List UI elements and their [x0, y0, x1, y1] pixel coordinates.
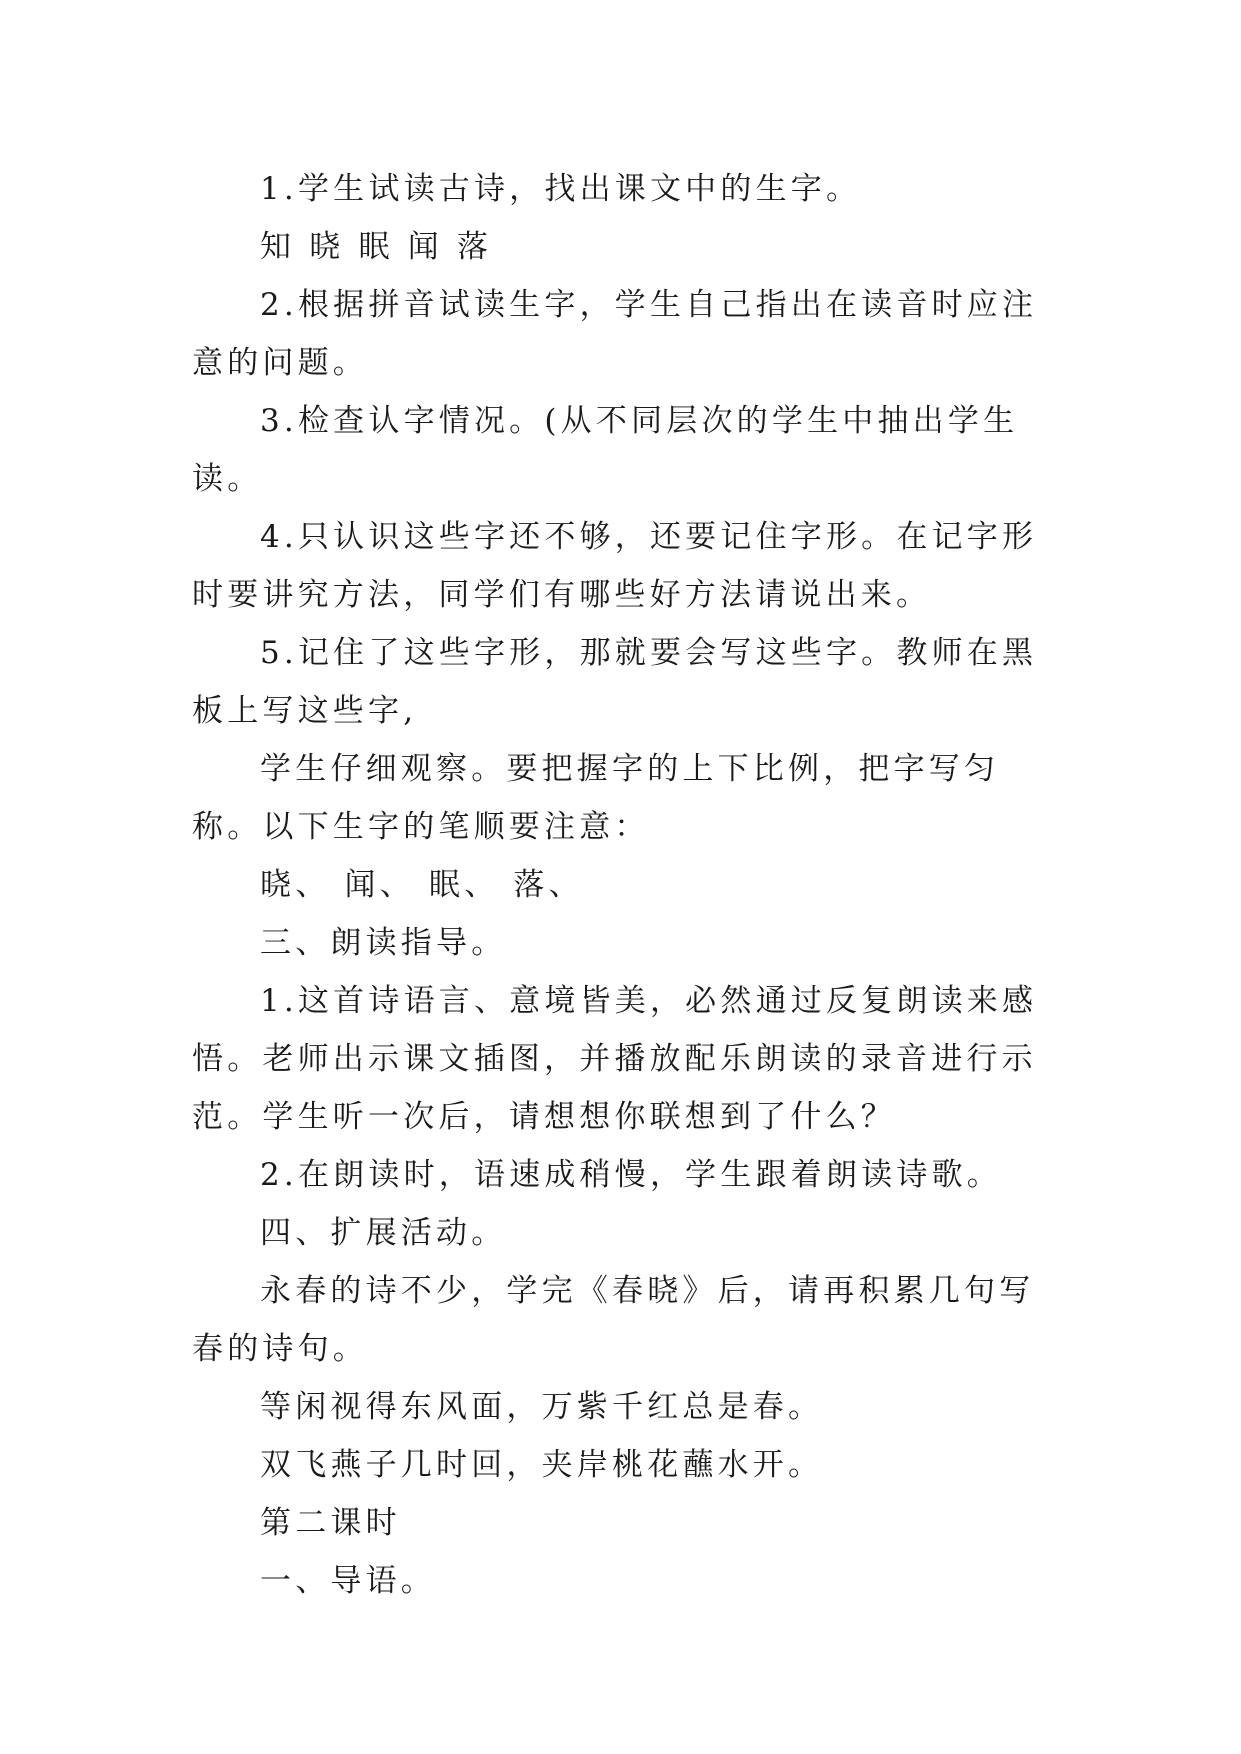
- paragraph: 晓、 闻、 眠、 落、: [260, 867, 584, 903]
- paragraph: 4.只认识这些字还不够，还要记住字形。在记字形时要讲究方法，同学们有哪些好方法请说出来。: [192, 519, 1038, 613]
- paragraph: 2.在朗读时，语速成稍慢，学生跟着朗读诗歌。: [260, 1157, 1002, 1193]
- paragraph: 1.这首诗语言、意境皆美，必然通过反复朗读来感悟。老师出示课文插图，并播放配乐朗读的录音进行示范。学生听一次后，请想想你联想到了什么？: [192, 983, 1038, 1135]
- section-heading: 三、朗读指导。: [260, 925, 507, 961]
- section-heading: 四、扩展活动。: [260, 1215, 507, 1251]
- paragraph: 2.根据拼音试读生字，学生自己指出在读音时应注意的问题。: [192, 287, 1038, 381]
- paragraph: 知 晓 眠 闻 落: [260, 229, 493, 265]
- paragraph: 3.检查认字情况。(从不同层次的学生中抽出学生读。: [192, 403, 1019, 497]
- poem-line: 等闲视得东风面，万紫千红总是春。: [260, 1389, 824, 1425]
- document-body: [192, 160, 1060, 1610]
- paragraph: 永春的诗不少，学完《春晓》后，请再积累几句写春的诗句。: [192, 1273, 1035, 1367]
- paragraph: 5.记住了这些字形，那就要会写这些字。教师在黑板上写这些字,: [192, 635, 1038, 729]
- poem-line: 双飞燕子几时回，夹岸桃花蘸水开。: [260, 1447, 824, 1483]
- lesson-heading: 第二课时: [260, 1505, 401, 1541]
- paragraph: 学生仔细观察。要把握字的上下比例，把字写匀称。以下生字的笔顺要注意：: [192, 751, 1000, 845]
- section-heading: 一、导语。: [260, 1563, 436, 1599]
- paragraph: 1.学生试读古诗，找出课文中的生字。: [260, 171, 862, 207]
